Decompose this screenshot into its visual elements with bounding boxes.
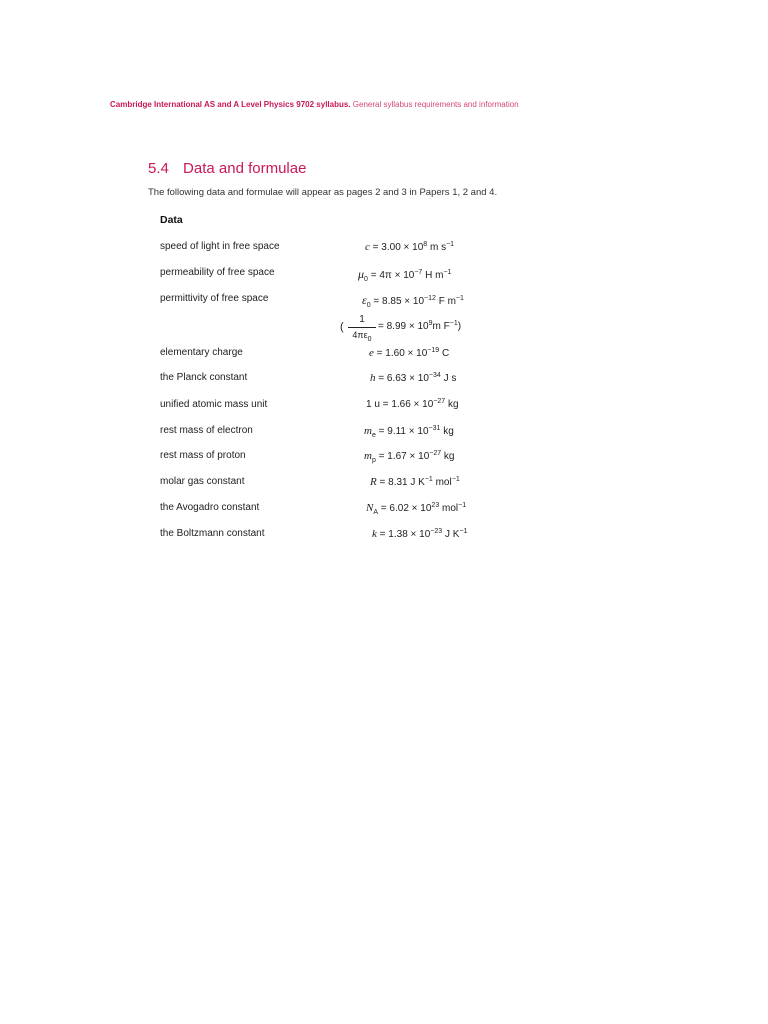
section-number: 5.4	[148, 160, 169, 177]
constant-symbol: m	[364, 425, 372, 437]
constant-label: rest mass of electron	[160, 425, 253, 436]
constant-mantissa: 3.00	[381, 242, 401, 253]
constant-mantissa: 6.02	[389, 503, 409, 514]
constant-symbol: c	[365, 241, 370, 253]
constant-value: $c = 3.00 \times 10^8$ m $s^{-1}$	[365, 241, 455, 253]
constant-exponent: −12	[424, 295, 436, 302]
constant-label: permeability of free space	[160, 267, 275, 278]
coulomb-mantissa: 8.99	[386, 321, 407, 332]
constant-subscript: p	[371, 457, 376, 464]
constant-exponent: −27	[433, 398, 446, 405]
denominator-subscript: 0	[367, 336, 372, 343]
constant-value: $\varepsilon_0 = 8.85 \times 10^{-12}$ F $m^{-1}$	[362, 293, 464, 309]
coulomb-unit: m F	[432, 321, 450, 332]
constant-value: $m_p = 1.67 \times 10^{-27}$ kg	[364, 450, 455, 464]
constant-symbol: h	[370, 372, 376, 384]
denominator-text: 4πε	[352, 330, 368, 340]
coulomb-unit-exponent: −1	[449, 320, 458, 327]
constant-unit-exponent: −1	[459, 528, 468, 535]
constant-unit: kg	[443, 426, 454, 437]
data-heading: Data	[160, 214, 183, 226]
coulomb-value: = $8.99 \times 10^9m$ $F^{-1}$)	[378, 320, 462, 332]
constant-unit-exponent: −1	[451, 476, 460, 483]
constant-unit: C	[441, 348, 450, 359]
constant-row-avogadro	[160, 502, 500, 518]
constant-symbol: e	[369, 347, 374, 359]
constant-symbol: m	[364, 450, 372, 462]
close-parenthesis: )	[457, 321, 462, 332]
constant-label: speed of light in free space	[160, 241, 280, 252]
constant-unit: J K	[444, 529, 460, 540]
constant-mantissa: 6.63	[386, 373, 407, 384]
constant-label: elementary charge	[160, 347, 243, 358]
constant-row-speed-of-light	[160, 241, 500, 257]
constant-symbol: μ	[358, 267, 365, 281]
constant-row-electron-mass	[160, 425, 500, 441]
constant-mantissa: 8.31 J K	[388, 477, 425, 488]
constant-value: 1 $u = 1.66 \times 10^{-27}$ kg	[366, 398, 459, 410]
constant-label: molar gas constant	[160, 476, 245, 487]
constant-label: the Avogadro constant	[160, 502, 260, 513]
coulomb-fraction	[348, 314, 376, 341]
constant-row-atomic-mass-unit	[160, 399, 500, 415]
constant-exponent: −34	[428, 372, 441, 379]
constant-row-proton-mass	[160, 450, 500, 466]
constant-subscript: e	[371, 432, 376, 439]
constant-exponent: −23	[430, 528, 443, 535]
constant-unit: F m	[438, 296, 456, 307]
coulomb-exponent: 9	[428, 320, 433, 327]
constant-value: R = 8.31 J $K^{-1}$ mol$^{-1}$	[370, 476, 460, 488]
constant-symbol: N	[366, 502, 374, 514]
constant-label: rest mass of proton	[160, 450, 246, 461]
constant-unit: H m	[425, 270, 444, 281]
open-parenthesis: (	[340, 321, 344, 333]
constant-exponent: 8	[423, 241, 428, 248]
constant-unit: kg	[447, 399, 459, 410]
constant-exponent: −19	[427, 347, 440, 354]
constant-exponent: −31	[428, 425, 441, 432]
constant-unit: J s	[443, 373, 457, 384]
section-heading: Data and formulae	[183, 160, 307, 177]
constant-row-permeability	[160, 267, 500, 283]
constant-value: $m_e = 9.11 \times 10^{-31}$ kg	[364, 425, 454, 439]
constant-subscript: A	[373, 509, 379, 516]
constant-mantissa: 1.66	[391, 399, 411, 410]
fraction-numerator: 1	[359, 314, 365, 325]
constant-exponent: −27	[429, 450, 442, 457]
constant-value: $\mu_0 = 4\pi \times 10^{-7}$ H $m^{-1}$	[358, 267, 452, 283]
fraction-bar	[348, 327, 376, 328]
constant-mantissa: 9.11	[387, 426, 406, 437]
intro-paragraph: The following data and formulae will appear as pages 2 and 3 in Papers 1, 2 and 4.	[148, 187, 498, 198]
constant-subscript: 0	[366, 302, 371, 309]
constant-exponent: 23	[431, 502, 440, 509]
constant-label: the Planck constant	[160, 372, 248, 383]
constant-row-elementary-charge	[160, 347, 500, 363]
constant-mantissa: 1.60	[385, 348, 405, 359]
constant-value: $k = 1.38 \times 10^{-23}$ J $K^{-1}$	[372, 528, 468, 540]
constant-unit-exponent: −1	[443, 269, 452, 276]
constant-mantissa: 4π	[379, 270, 392, 281]
constant-exponent: −7	[414, 269, 423, 276]
constant-unit: mol	[432, 477, 452, 488]
constant-value: $h = 6.63 \times 10^{-34}$ J s	[370, 372, 457, 384]
constant-row-permittivity	[160, 293, 500, 309]
constant-label: the Boltzmann constant	[160, 528, 265, 539]
running-header	[110, 100, 519, 109]
constant-symbol: 1 u	[366, 399, 380, 410]
constant-value: $N_A = 6.02 \times 10^{23}$ mol$^{-1}$	[366, 502, 467, 516]
constant-value: $e = 1.60 \times 10^{-19}$ C	[369, 347, 450, 359]
constant-mantissa: 8.85	[382, 296, 402, 307]
section-title	[148, 160, 306, 177]
constant-unit-exponent: −1	[458, 502, 467, 509]
constant-label: permittivity of free space	[160, 293, 269, 304]
constant-unit-exponent: −1	[455, 295, 464, 302]
constant-unit: mol	[442, 503, 459, 514]
constant-unit: m s	[429, 242, 447, 253]
constant-row-boltzmann	[160, 528, 500, 544]
constant-unit-exponent: −1	[424, 476, 433, 483]
constant-symbol: R	[370, 476, 377, 488]
fraction-denominator	[348, 329, 376, 341]
header-section-name: General syllabus requirements and information	[352, 100, 519, 109]
constant-symbol: ε	[362, 293, 367, 307]
constant-label: unified atomic mass unit	[160, 399, 268, 410]
header-syllabus-title: Cambridge International AS and A Level Physics 9702 syllabus.	[110, 100, 351, 109]
constant-mantissa: 1.38	[388, 529, 408, 540]
constant-symbol: k	[372, 528, 377, 540]
constant-subscript: 0	[364, 276, 368, 283]
constant-unit: kg	[443, 451, 455, 462]
constant-unit-exponent: −1	[446, 241, 455, 248]
constant-row-planck	[160, 372, 500, 388]
constant-mantissa: 1.67	[387, 451, 407, 462]
constant-row-molar-gas	[160, 476, 500, 492]
